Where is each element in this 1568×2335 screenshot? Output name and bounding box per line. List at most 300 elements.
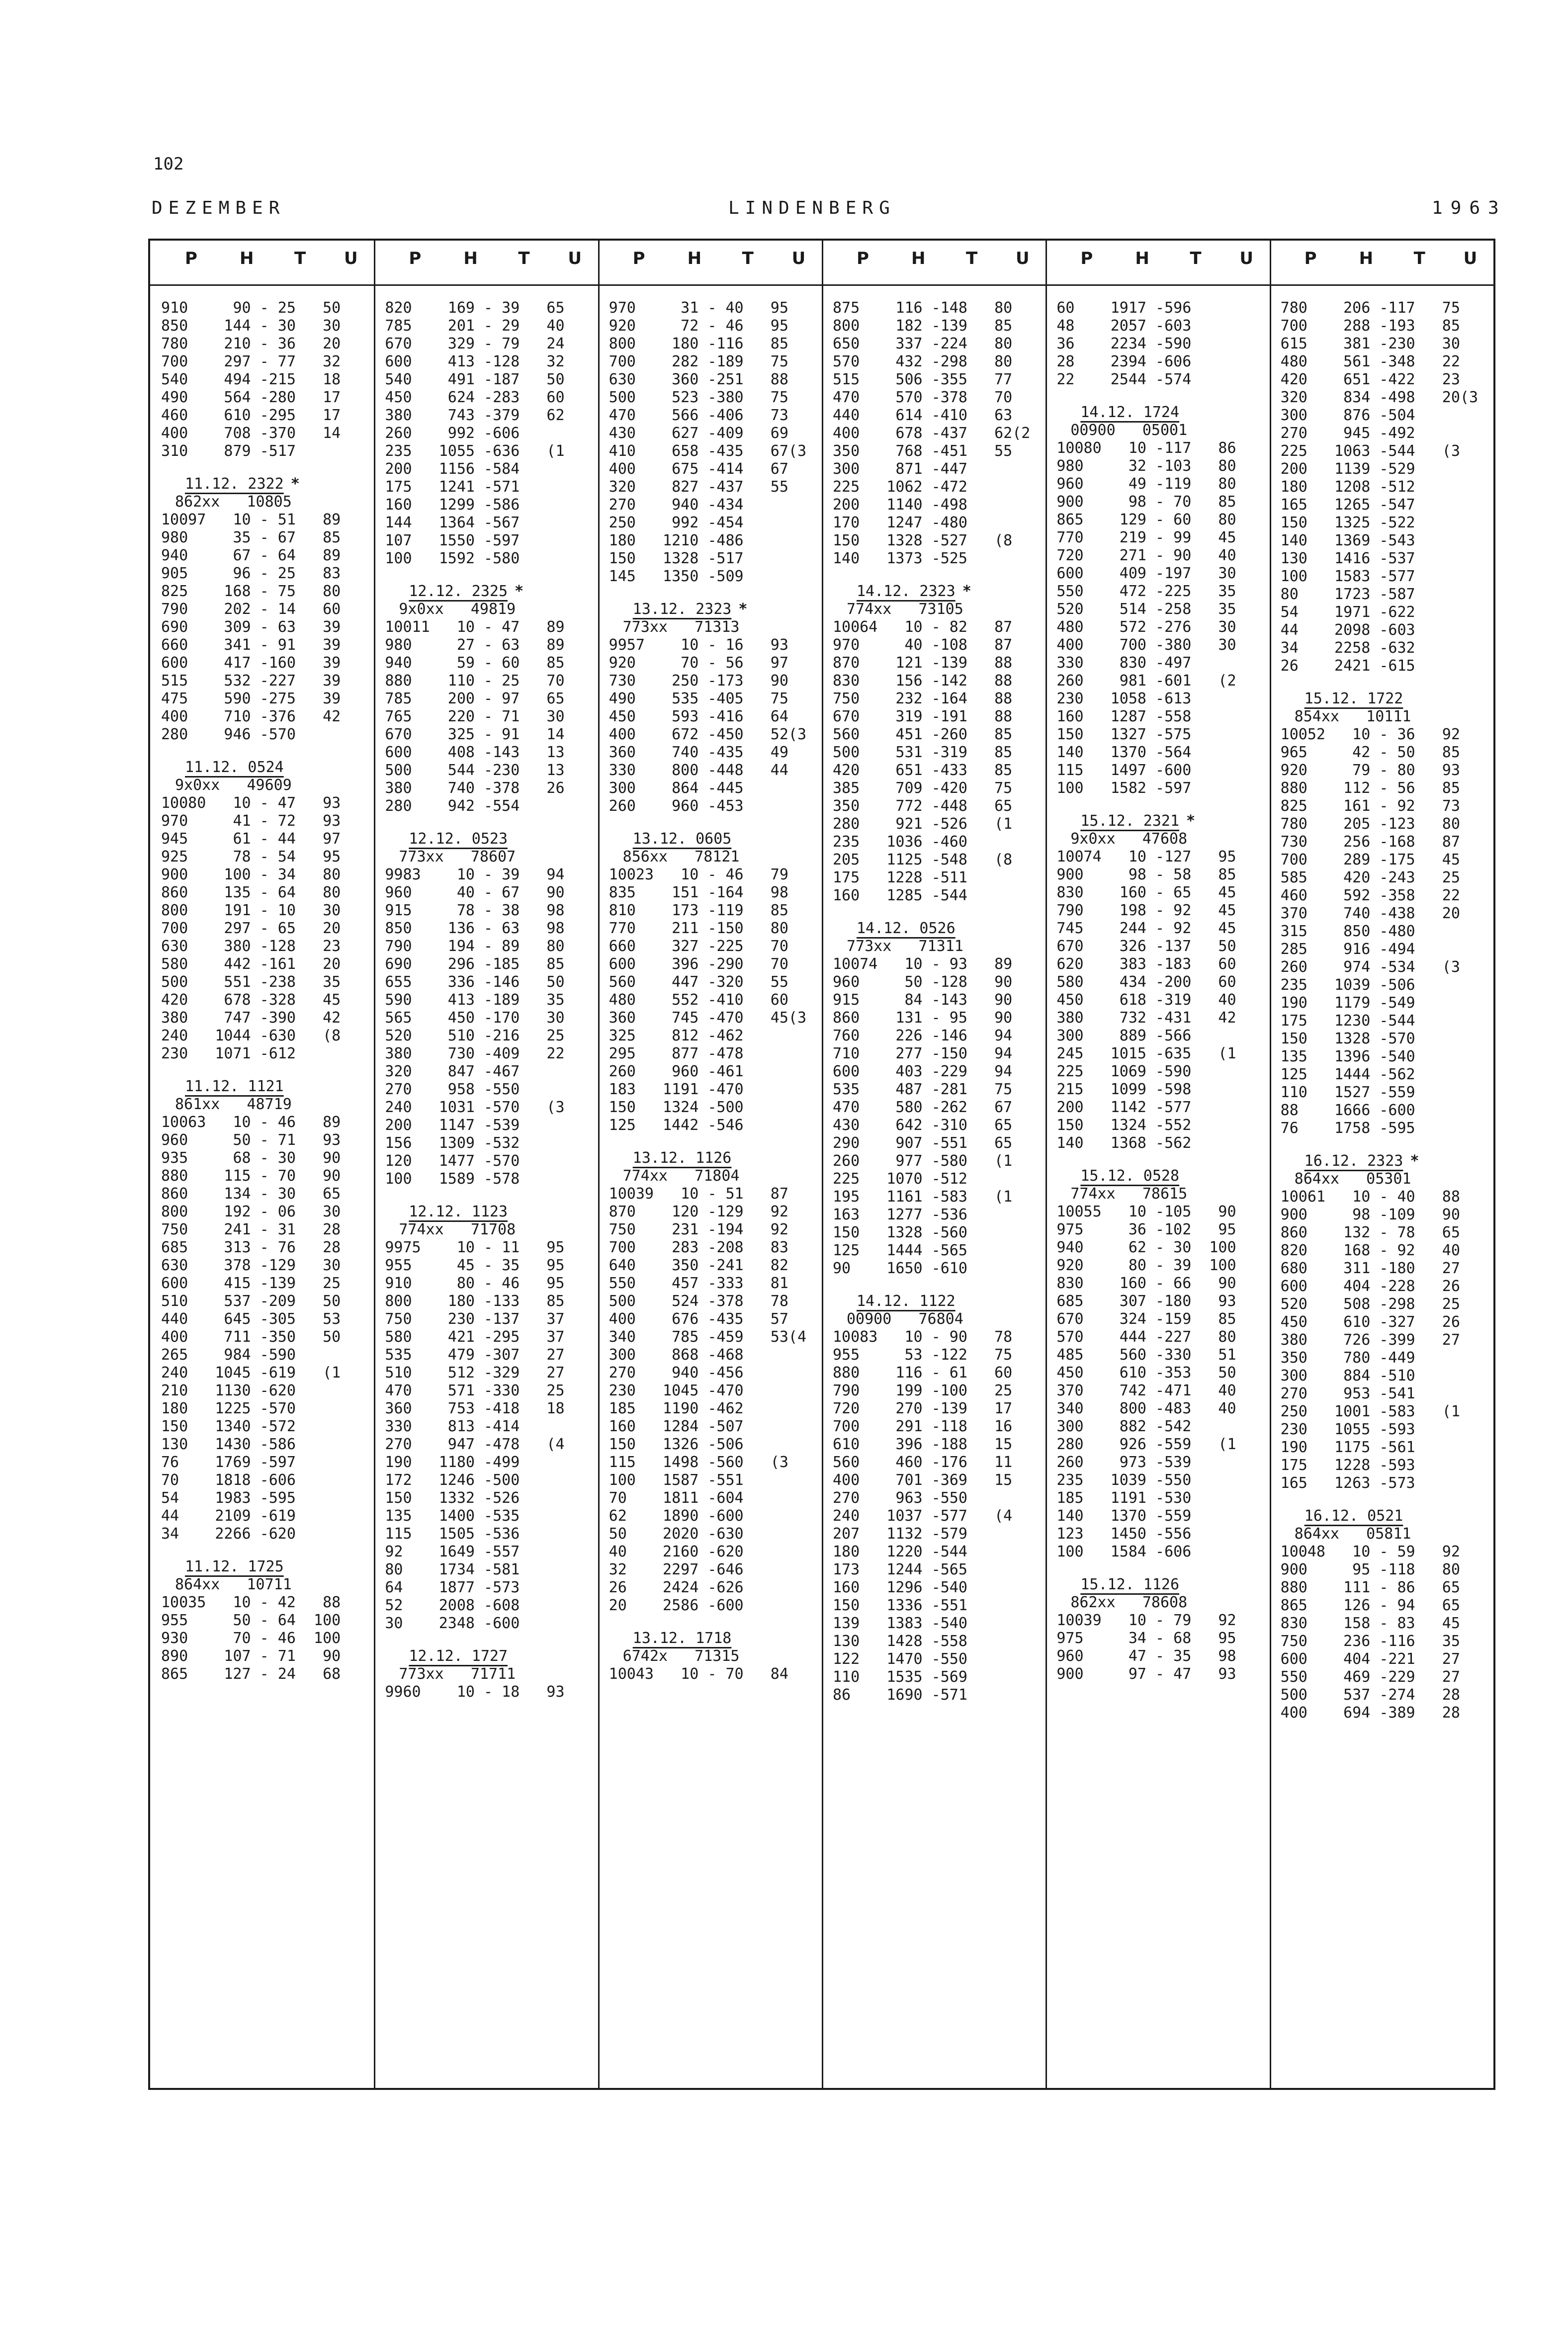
table-row: 325 812 -462 <box>609 1027 744 1044</box>
column-header-t: T <box>294 249 306 268</box>
table-row: 490 535 -405 75 <box>609 690 788 707</box>
table-row: 750 231 -194 92 <box>609 1221 788 1238</box>
asterisk-mark: * <box>515 583 524 600</box>
table-row: 500 524 -378 78 <box>609 1293 788 1310</box>
table-row: 360 745 -470 45(3 <box>609 1009 807 1027</box>
table-row: 700 283 -208 83 <box>609 1239 788 1256</box>
table-row: 685 313 - 76 28 <box>161 1239 341 1256</box>
table-row: 175 1228 -593 <box>1280 1457 1415 1474</box>
table-row: 76 1769 -597 <box>161 1454 296 1471</box>
table-row: 92 1649 -557 <box>385 1543 520 1560</box>
table-row: 400 708 -370 14 <box>161 425 341 442</box>
header-month: DEZEMBER <box>152 198 286 218</box>
sounding-code: 00900 05001 <box>1070 422 1188 439</box>
table-row: 320 827 -437 55 <box>609 478 788 496</box>
table-row: 48 2057 -603 <box>1056 317 1192 335</box>
table-row: 130 1430 -586 <box>161 1436 296 1453</box>
table-row: 540 491 -187 50 <box>385 371 565 388</box>
table-row: 830 156 -142 88 <box>833 672 1013 690</box>
table-row: 955 50 - 64 100 <box>161 1612 341 1629</box>
table-row: 890 107 - 71 90 <box>161 1647 341 1665</box>
table-row: 9975 10 - 11 95 <box>385 1239 565 1256</box>
table-column-3 <box>598 241 822 2088</box>
sounding-date-time: 12.12. 1123 <box>409 1203 508 1220</box>
table-row: 144 1364 -567 <box>385 514 520 531</box>
sounding-code: 864xx 05301 <box>1294 1170 1411 1188</box>
table-row: 10052 10 - 36 92 <box>1280 726 1460 743</box>
table-row: 115 1497 -600 <box>1056 762 1192 779</box>
table-row: 820 168 - 92 40 <box>1280 1242 1460 1259</box>
table-row: 440 614 -410 63 <box>833 407 1013 424</box>
column-header-h: H <box>240 249 254 268</box>
table-row: 945 61 - 44 97 <box>161 830 341 848</box>
table-row: 960 49 -119 80 <box>1056 475 1236 493</box>
table-row: 600 404 -221 27 <box>1280 1650 1460 1668</box>
table-row: 770 219 - 99 45 <box>1056 529 1236 546</box>
sounding-date-time: 15.12. 0528 <box>1080 1167 1180 1185</box>
table-row: 600 417 -160 39 <box>161 654 341 672</box>
sounding-table <box>148 239 1495 2090</box>
table-row: 80 1723 -587 <box>1280 586 1415 603</box>
table-row: 10074 10 - 93 89 <box>833 955 1013 973</box>
table-row: 790 194 - 89 80 <box>385 938 565 955</box>
table-row: 300 876 -504 <box>1280 407 1415 424</box>
sounding-code: 6742x 71315 <box>622 1647 740 1665</box>
sounding-heading <box>1270 1507 1493 1525</box>
spacer <box>822 568 1045 583</box>
table-row: 640 350 -241 82 <box>609 1257 788 1274</box>
table-row: 60 1917 -596 <box>1056 299 1192 317</box>
table-row: 535 479 -307 27 <box>385 1346 565 1364</box>
table-row: 135 1400 -535 <box>385 1507 520 1525</box>
table-row: 800 180 -116 85 <box>609 335 788 352</box>
table-row: 270 963 -550 <box>833 1489 967 1507</box>
table-row: 580 421 -295 37 <box>385 1328 565 1346</box>
table-column-2 <box>374 241 598 2088</box>
table-row: 770 211 -150 80 <box>609 920 788 937</box>
table-row: 745 244 - 92 45 <box>1056 920 1236 937</box>
table-row: 720 271 - 90 40 <box>1056 547 1236 564</box>
table-row: 160 1285 -544 <box>833 887 967 904</box>
table-row: 690 309 - 63 39 <box>161 618 341 636</box>
table-row: 700 297 - 65 20 <box>161 920 341 937</box>
column-header-h: H <box>1359 249 1374 268</box>
table-row: 10048 10 - 59 92 <box>1280 1543 1460 1560</box>
spacer <box>598 815 822 830</box>
table-row: 122 1470 -550 <box>833 1650 967 1668</box>
table-row: 960 50 -128 90 <box>833 973 1013 991</box>
table-row: 400 701 -369 15 <box>833 1471 1013 1489</box>
table-row: 250 1001 -583 (1 <box>1280 1403 1460 1420</box>
table-row: 700 289 -175 45 <box>1280 851 1460 868</box>
table-row: 370 742 -471 40 <box>1056 1382 1236 1399</box>
table-row: 300 889 -566 <box>1056 1027 1192 1044</box>
table-row: 110 1527 -559 <box>1280 1084 1415 1101</box>
table-row: 10061 10 - 40 88 <box>1280 1188 1460 1206</box>
table-row: 480 552 -410 60 <box>609 991 788 1009</box>
sounding-code: 864xx 10711 <box>175 1576 292 1593</box>
table-row: 34 2266 -620 <box>161 1525 296 1543</box>
table-row: 420 651 -422 23 <box>1280 371 1460 388</box>
table-column-4 <box>822 241 1045 2088</box>
sounding-date-time: 15.12. 1722 <box>1304 690 1403 707</box>
table-row: 330 800 -448 44 <box>609 762 788 779</box>
table-row: 860 134 - 30 65 <box>161 1185 341 1203</box>
table-row: 680 311 -180 27 <box>1280 1260 1460 1277</box>
table-row: 520 514 -258 35 <box>1056 601 1236 618</box>
table-row: 560 451 -260 85 <box>833 726 1013 743</box>
table-row: 140 1368 -562 <box>1056 1134 1192 1152</box>
table-row: 230 1071 -612 <box>161 1045 296 1062</box>
sounding-heading <box>150 759 374 777</box>
table-row: 140 1369 -543 <box>1280 532 1415 549</box>
sounding-date-time: 11.12. 1725 <box>185 1558 284 1575</box>
table-row: 150 1328 -570 <box>1280 1030 1415 1047</box>
table-row: 320 834 -498 20(3 <box>1280 389 1479 406</box>
sounding-code: 854xx 10111 <box>1294 708 1411 725</box>
table-row: 965 42 - 50 85 <box>1280 744 1460 761</box>
table-row: 400 676 -435 57 <box>609 1310 788 1328</box>
table-row: 460 610 -295 17 <box>161 407 341 424</box>
sounding-date-time: 16.12. 0521 <box>1304 1507 1403 1525</box>
column-header-p: P <box>1304 249 1317 268</box>
sounding-heading <box>822 920 1045 938</box>
spacer <box>1270 1492 1493 1507</box>
table-row: 670 319 -191 88 <box>833 708 1013 725</box>
table-row: 10083 10 - 90 78 <box>833 1328 1013 1346</box>
table-row: 820 169 - 39 65 <box>385 299 565 317</box>
table-row: 270 940 -434 <box>609 496 744 514</box>
table-row: 400 678 -437 62(2 <box>833 425 1031 442</box>
table-row: 290 907 -551 65 <box>833 1134 1013 1152</box>
column-header-p: P <box>1080 249 1093 268</box>
table-row: 785 200 - 97 65 <box>385 690 565 707</box>
table-row: 790 199 -100 25 <box>833 1382 1013 1399</box>
table-row: 145 1350 -509 <box>609 568 744 585</box>
table-row: 550 472 -225 35 <box>1056 583 1236 600</box>
column-header-t: T <box>966 249 978 268</box>
sounding-heading <box>374 1647 598 1665</box>
table-row: 900 98 - 70 85 <box>1056 493 1236 511</box>
table-row: 160 1287 -558 <box>1056 708 1192 725</box>
table-row: 10063 10 - 46 89 <box>161 1114 341 1131</box>
table-row: 800 192 - 06 30 <box>161 1203 341 1220</box>
table-row: 870 120 -129 92 <box>609 1203 788 1220</box>
sounding-date-time: 16.12. 2323 <box>1304 1152 1403 1170</box>
table-row: 980 35 - 67 85 <box>161 529 341 546</box>
table-row: 580 434 -200 60 <box>1056 973 1236 991</box>
table-row: 315 850 -480 <box>1280 923 1415 940</box>
table-row: 655 336 -146 50 <box>385 973 565 991</box>
table-row: 28 2394 -606 <box>1056 353 1192 370</box>
sounding-code: 774xx 73105 <box>847 601 963 618</box>
table-row: 120 1477 -570 <box>385 1152 520 1170</box>
table-row: 780 205 -123 80 <box>1280 815 1460 833</box>
table-row: 260 973 -539 <box>1056 1454 1192 1471</box>
table-row: 875 116 -148 80 <box>833 299 1013 317</box>
table-row: 970 31 - 40 95 <box>609 299 788 317</box>
table-row: 790 198 - 92 45 <box>1056 902 1236 919</box>
table-row: 235 1039 -550 <box>1056 1471 1192 1489</box>
table-row: 10080 10 -117 86 <box>1056 439 1236 457</box>
sounding-date-time: 15.12. 1126 <box>1080 1576 1180 1593</box>
table-row: 225 1069 -590 <box>1056 1063 1192 1080</box>
spacer <box>822 905 1045 920</box>
table-row: 630 380 -128 23 <box>161 938 341 955</box>
table-row: 960 40 - 67 90 <box>385 884 565 901</box>
table-row: 900 98 -109 90 <box>1280 1206 1460 1223</box>
table-row: 490 564 -280 17 <box>161 389 341 406</box>
table-row: 560 447 -320 55 <box>609 973 788 991</box>
table-row: 470 566 -406 73 <box>609 407 788 424</box>
column-body <box>374 299 598 1701</box>
table-row: 835 151 -164 98 <box>609 884 788 901</box>
table-row: 500 544 -230 13 <box>385 762 565 779</box>
table-row: 54 1983 -595 <box>161 1489 296 1507</box>
column-body <box>150 299 374 1683</box>
table-column-5 <box>1045 241 1269 2088</box>
table-row: 320 847 -467 <box>385 1063 520 1080</box>
table-row: 780 206 -117 75 <box>1280 299 1460 317</box>
table-row: 475 590 -275 39 <box>161 690 341 707</box>
table-row: 430 627 -409 69 <box>609 425 788 442</box>
table-row: 165 1263 -573 <box>1280 1474 1415 1492</box>
table-row: 380 740 -378 26 <box>385 779 565 797</box>
table-row: 200 1147 -539 <box>385 1117 520 1134</box>
table-row: 175 1241 -571 <box>385 478 520 496</box>
table-row: 185 1191 -530 <box>1056 1489 1192 1507</box>
table-column-6 <box>1270 241 1493 2088</box>
column-body <box>1270 299 1493 1722</box>
table-row: 800 191 - 10 30 <box>161 902 341 919</box>
table-row: 10011 10 - 47 89 <box>385 618 565 636</box>
sounding-heading <box>150 1078 374 1096</box>
table-row: 130 1416 -537 <box>1280 550 1415 567</box>
table-row: 785 201 - 29 40 <box>385 317 565 335</box>
table-row: 10039 10 - 51 87 <box>609 1185 788 1203</box>
sounding-date-time: 12.12. 1727 <box>409 1647 508 1665</box>
table-row: 125 1444 -562 <box>1280 1066 1415 1083</box>
table-row: 225 1063 -544 (3 <box>1280 442 1460 460</box>
table-row: 160 1296 -540 <box>833 1579 967 1596</box>
sounding-code: 773xx 71313 <box>622 618 740 636</box>
table-row: 510 537 -209 50 <box>161 1293 341 1310</box>
table-row: 900 98 - 58 85 <box>1056 866 1236 883</box>
sounding-date-time: 11.12. 1121 <box>185 1078 284 1095</box>
table-row: 172 1246 -500 <box>385 1471 520 1489</box>
table-row: 10064 10 - 82 87 <box>833 618 1013 636</box>
table-row: 380 726 -399 27 <box>1280 1331 1460 1349</box>
column-header-t: T <box>1413 249 1425 268</box>
spacer <box>1045 1152 1269 1167</box>
table-row: 100 1583 -577 <box>1280 568 1415 585</box>
table-row: 690 296 -185 85 <box>385 955 565 973</box>
sounding-date-time: 15.12. 2321 <box>1080 812 1180 830</box>
table-row: 590 413 -189 35 <box>385 991 565 1009</box>
table-row: 470 571 -330 25 <box>385 1382 565 1399</box>
table-row: 36 2234 -590 <box>1056 335 1192 352</box>
table-row: 765 220 - 71 30 <box>385 708 565 725</box>
column-header-p: P <box>857 249 869 268</box>
sounding-code: 9x0xx 47608 <box>1070 830 1188 848</box>
table-row: 190 1180 -499 <box>385 1454 520 1471</box>
table-row: 115 1505 -536 <box>385 1525 520 1543</box>
table-row: 210 1130 -620 <box>161 1382 296 1399</box>
sounding-date-time: 14.12. 1122 <box>857 1293 956 1310</box>
sounding-date-time: 13.12. 2323 <box>632 601 732 618</box>
table-row: 940 67 - 64 89 <box>161 547 341 564</box>
table-row: 430 642 -310 65 <box>833 1117 1013 1134</box>
sounding-heading <box>374 1203 598 1221</box>
table-row: 235 1055 -636 (1 <box>385 442 565 460</box>
table-row: 860 135 - 64 80 <box>161 884 341 901</box>
sounding-heading <box>598 830 822 848</box>
table-row: 670 325 - 91 14 <box>385 726 565 743</box>
column-header-p: P <box>409 249 422 268</box>
table-row: 235 1039 -506 <box>1280 976 1415 994</box>
column-header-h: H <box>687 249 702 268</box>
sounding-code: 773xx 71311 <box>847 938 963 955</box>
table-row: 940 59 - 60 85 <box>385 654 565 672</box>
table-row: 240 1044 -630 (8 <box>161 1027 341 1044</box>
table-row: 330 813 -414 <box>385 1418 520 1435</box>
table-row: 750 241 - 31 28 <box>161 1221 341 1238</box>
table-row: 160 1284 -507 <box>609 1418 744 1435</box>
sounding-code: 773xx 78607 <box>399 848 516 865</box>
table-row: 235 1036 -460 <box>833 833 967 851</box>
sounding-heading <box>1045 812 1269 830</box>
table-row: 810 173 -119 85 <box>609 902 788 919</box>
table-row: 550 469 -229 27 <box>1280 1668 1460 1686</box>
sounding-heading <box>150 475 374 493</box>
sounding-code: 774xx 78615 <box>1070 1185 1188 1203</box>
table-row: 180 1220 -544 <box>833 1543 967 1560</box>
table-row: 100 1592 -580 <box>385 550 520 567</box>
table-row: 750 230 -137 37 <box>385 1310 565 1328</box>
sounding-date-time: 13.12. 1718 <box>632 1630 732 1647</box>
column-header-h: H <box>463 249 478 268</box>
table-row: 450 593 -416 64 <box>609 708 788 725</box>
table-row: 32 2297 -646 <box>609 1561 744 1578</box>
table-row: 420 651 -433 85 <box>833 762 1013 779</box>
table-row: 140 1370 -564 <box>1056 744 1192 761</box>
column-header-u: U <box>1239 249 1253 268</box>
table-row: 100 1584 -606 <box>1056 1543 1192 1560</box>
table-row: 230 1058 -613 <box>1056 690 1192 707</box>
table-row: 100 1589 -578 <box>385 1170 520 1188</box>
table-row: 520 508 -298 25 <box>1280 1296 1460 1313</box>
table-row: 470 570 -378 70 <box>833 389 1013 406</box>
table-row: 230 1045 -470 <box>609 1382 744 1399</box>
table-row: 115 1498 -560 (3 <box>609 1454 788 1471</box>
sounding-heading <box>822 583 1045 601</box>
spacer <box>1270 675 1493 690</box>
table-row: 400 710 -376 42 <box>161 708 341 725</box>
table-row: 520 510 -216 25 <box>385 1027 565 1044</box>
column-header-u: U <box>568 249 582 268</box>
spacer <box>822 1278 1045 1293</box>
table-row: 850 136 - 63 98 <box>385 920 565 937</box>
sounding-code: 773xx 71711 <box>399 1665 516 1683</box>
table-row: 670 326 -137 50 <box>1056 938 1236 955</box>
table-row: 940 62 - 30 100 <box>1056 1239 1236 1256</box>
table-row: 10074 10 -127 95 <box>1056 848 1236 865</box>
table-row: 825 168 - 75 80 <box>161 583 341 600</box>
table-row: 240 1037 -577 (4 <box>833 1507 1013 1525</box>
table-row: 265 984 -590 <box>161 1346 296 1364</box>
table-row: 380 747 -390 42 <box>161 1009 341 1027</box>
table-row: 410 658 -435 67(3 <box>609 442 807 460</box>
table-row: 9983 10 - 39 94 <box>385 866 565 883</box>
sounding-heading <box>1045 1576 1269 1594</box>
table-row: 865 129 - 60 80 <box>1056 511 1236 528</box>
table-row: 510 512 -329 27 <box>385 1364 565 1382</box>
table-row: 880 111 - 86 65 <box>1280 1579 1460 1596</box>
table-row: 925 78 - 54 95 <box>161 848 341 865</box>
spacer <box>1045 389 1269 404</box>
table-row: 570 444 -227 80 <box>1056 1328 1236 1346</box>
table-row: 760 226 -146 94 <box>833 1027 1013 1044</box>
table-row: 400 700 -380 30 <box>1056 636 1236 654</box>
table-row: 270 953 -541 <box>1280 1385 1415 1402</box>
table-row: 540 494 -215 18 <box>161 371 341 388</box>
table-row: 920 80 - 39 100 <box>1056 1257 1236 1274</box>
table-column-1 <box>150 241 374 2088</box>
table-row: 880 116 - 61 60 <box>833 1364 1013 1382</box>
sounding-heading <box>822 1293 1045 1310</box>
table-row: 920 79 - 80 93 <box>1280 762 1460 779</box>
table-row: 205 1125 -548 (8 <box>833 851 1013 868</box>
table-row: 9957 10 - 16 93 <box>609 636 788 654</box>
spacer <box>598 1134 822 1149</box>
table-row: 610 396 -188 15 <box>833 1436 1013 1453</box>
table-row: 26 2424 -626 <box>609 1579 744 1596</box>
table-row: 123 1450 -556 <box>1056 1525 1192 1543</box>
table-row: 150 1324 -552 <box>1056 1117 1192 1134</box>
table-row: 420 678 -328 45 <box>161 991 341 1009</box>
table-row: 330 830 -497 <box>1056 654 1192 672</box>
sounding-heading <box>598 1149 822 1167</box>
table-row: 207 1132 -579 <box>833 1525 967 1543</box>
table-row: 340 800 -483 40 <box>1056 1400 1236 1417</box>
column-header-u: U <box>1463 249 1478 268</box>
table-row: 10097 10 - 51 89 <box>161 511 341 528</box>
table-row: 100 1582 -597 <box>1056 779 1192 797</box>
table-row: 300 882 -542 <box>1056 1418 1192 1435</box>
table-row: 850 144 - 30 30 <box>161 317 341 335</box>
table-row: 400 675 -414 67 <box>609 460 788 478</box>
table-row: 125 1444 -565 <box>833 1242 967 1259</box>
table-row: 935 68 - 30 90 <box>161 1149 341 1167</box>
table-row: 70 1811 -604 <box>609 1489 744 1507</box>
table-row: 163 1277 -536 <box>833 1206 967 1223</box>
table-row: 450 624 -283 60 <box>385 389 565 406</box>
table-row: 150 1324 -500 <box>609 1099 744 1116</box>
table-row: 860 131 - 95 90 <box>833 1009 1013 1027</box>
table-row: 150 1328 -517 <box>609 550 744 567</box>
spacer <box>150 1063 374 1078</box>
table-row: 660 341 - 91 39 <box>161 636 341 654</box>
table-row: 64 1877 -573 <box>385 1579 520 1596</box>
asterisk-mark: * <box>1410 1152 1419 1170</box>
sounding-heading <box>1045 404 1269 422</box>
table-row: 190 1175 -561 <box>1280 1439 1415 1456</box>
table-row: 76 1758 -595 <box>1280 1120 1415 1137</box>
table-row: 710 277 -150 94 <box>833 1045 1013 1062</box>
table-row: 175 1228 -511 <box>833 869 967 886</box>
table-row: 955 53 -122 75 <box>833 1346 1013 1364</box>
table-row: 150 1340 -572 <box>161 1418 296 1435</box>
